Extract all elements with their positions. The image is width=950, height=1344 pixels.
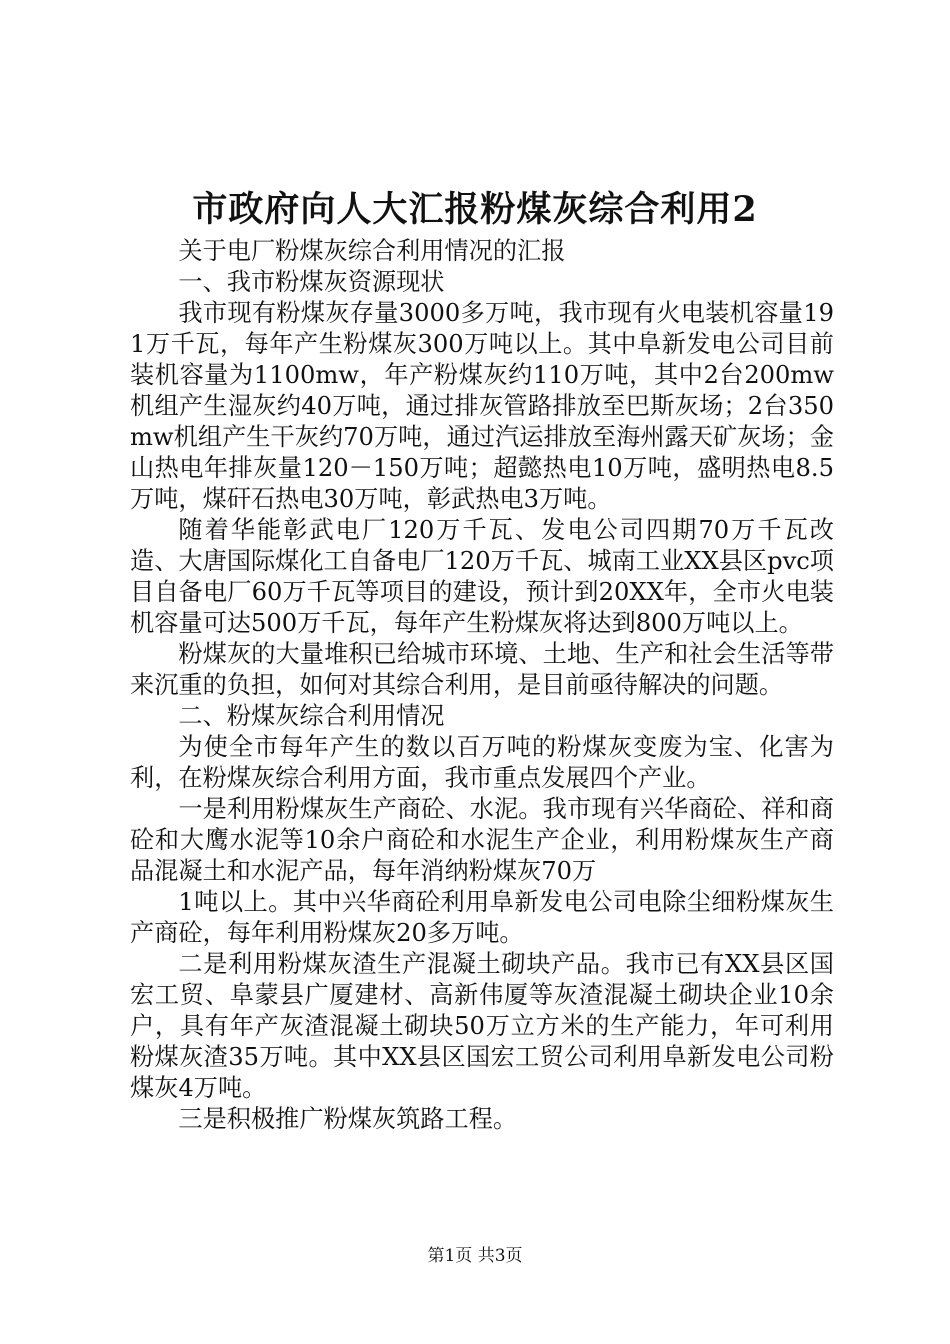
paragraph-road-works: 三是积极推广粉煤灰筑路工程。	[178, 1105, 518, 1133]
document-title: 市政府向人大汇报粉煤灰综合利用2	[192, 189, 758, 230]
paragraph-four-industries: 为使全市每年产生的数以百万吨的粉煤灰变废为宝、化害为利，在粉煤灰综合利用方面，我市重点发展四个产业。	[130, 733, 834, 792]
paragraph-blocks: 二是利用粉煤灰渣生产混凝土砌块产品。我市已有XX县区国宏工贸、阜蒙县广厦建材、高新伟厦等灰渣混凝土砌块企业10余户，具有年产灰渣混凝土砌块50万立方米的生产能力，年可利用粉煤灰渣35万吨。其中XX县区国宏工贸公司利用阜新发电公司粉煤灰4万吨。	[130, 950, 834, 1102]
paragraph-concrete-cement: 一是利用粉煤灰生产商砼、水泥。我市现有兴华商砼、祥和商砼和大鹰水泥等10余户商砼和水泥生产企业，利用粉煤灰生产商品混凝土和水泥产品，每年消纳粉煤灰70万	[130, 795, 834, 885]
page-footer: 第1页 共3页	[427, 1246, 523, 1266]
paragraph-concrete-cement-cont: 1吨以上。其中兴华商砼利用阜新发电公司电除尘细粉煤灰生产商砼，每年利用粉煤灰20多万吨。	[130, 888, 834, 947]
document-body	[130, 236, 834, 1135]
report-heading: 关于电厂粉煤灰综合利用情况的汇报	[178, 237, 566, 265]
paragraph-capacity-forecast: 随着华能彰武电厂120万千瓦、发电公司四期70万千瓦改造、大唐国际煤化工自备电厂120万千瓦、城南工业XX县区pvc项目自备电厂60万千瓦等项目的建设，预计到20XX年，全市火电装机容量可达500万千瓦，每年产生粉煤灰将达到800万吨以上。	[130, 516, 834, 637]
paragraph-burden: 粉煤灰的大量堆积已给城市环境、土地、生产和社会生活等带来沉重的负担，如何对其综合利用，是目前亟待解决的问题。	[130, 640, 834, 699]
paragraph-resource-status: 我市现有粉煤灰存量3000多万吨，我市现有火电装机容量191万千瓦，每年产生粉煤灰300万吨以上。其中阜新发电公司目前装机容量为1100mw，年产粉煤灰约110万吨，其中2台200mw机组产生湿灰约40万吨，通过排灰管路排放至巴斯灰场；2台350mw机组产生干灰约70万吨，通过汽运排放至海州露天矿灰场；金山热电年排灰量120－150万吨；超懿热电10万吨，盛明热电8.5万吨，煤矸石热电30万吨，彰武热电3万吨。	[130, 299, 834, 513]
section-heading-1: 一、我市粉煤灰资源现状	[178, 268, 445, 296]
section-heading-2: 二、粉煤灰综合利用情况	[178, 702, 445, 730]
